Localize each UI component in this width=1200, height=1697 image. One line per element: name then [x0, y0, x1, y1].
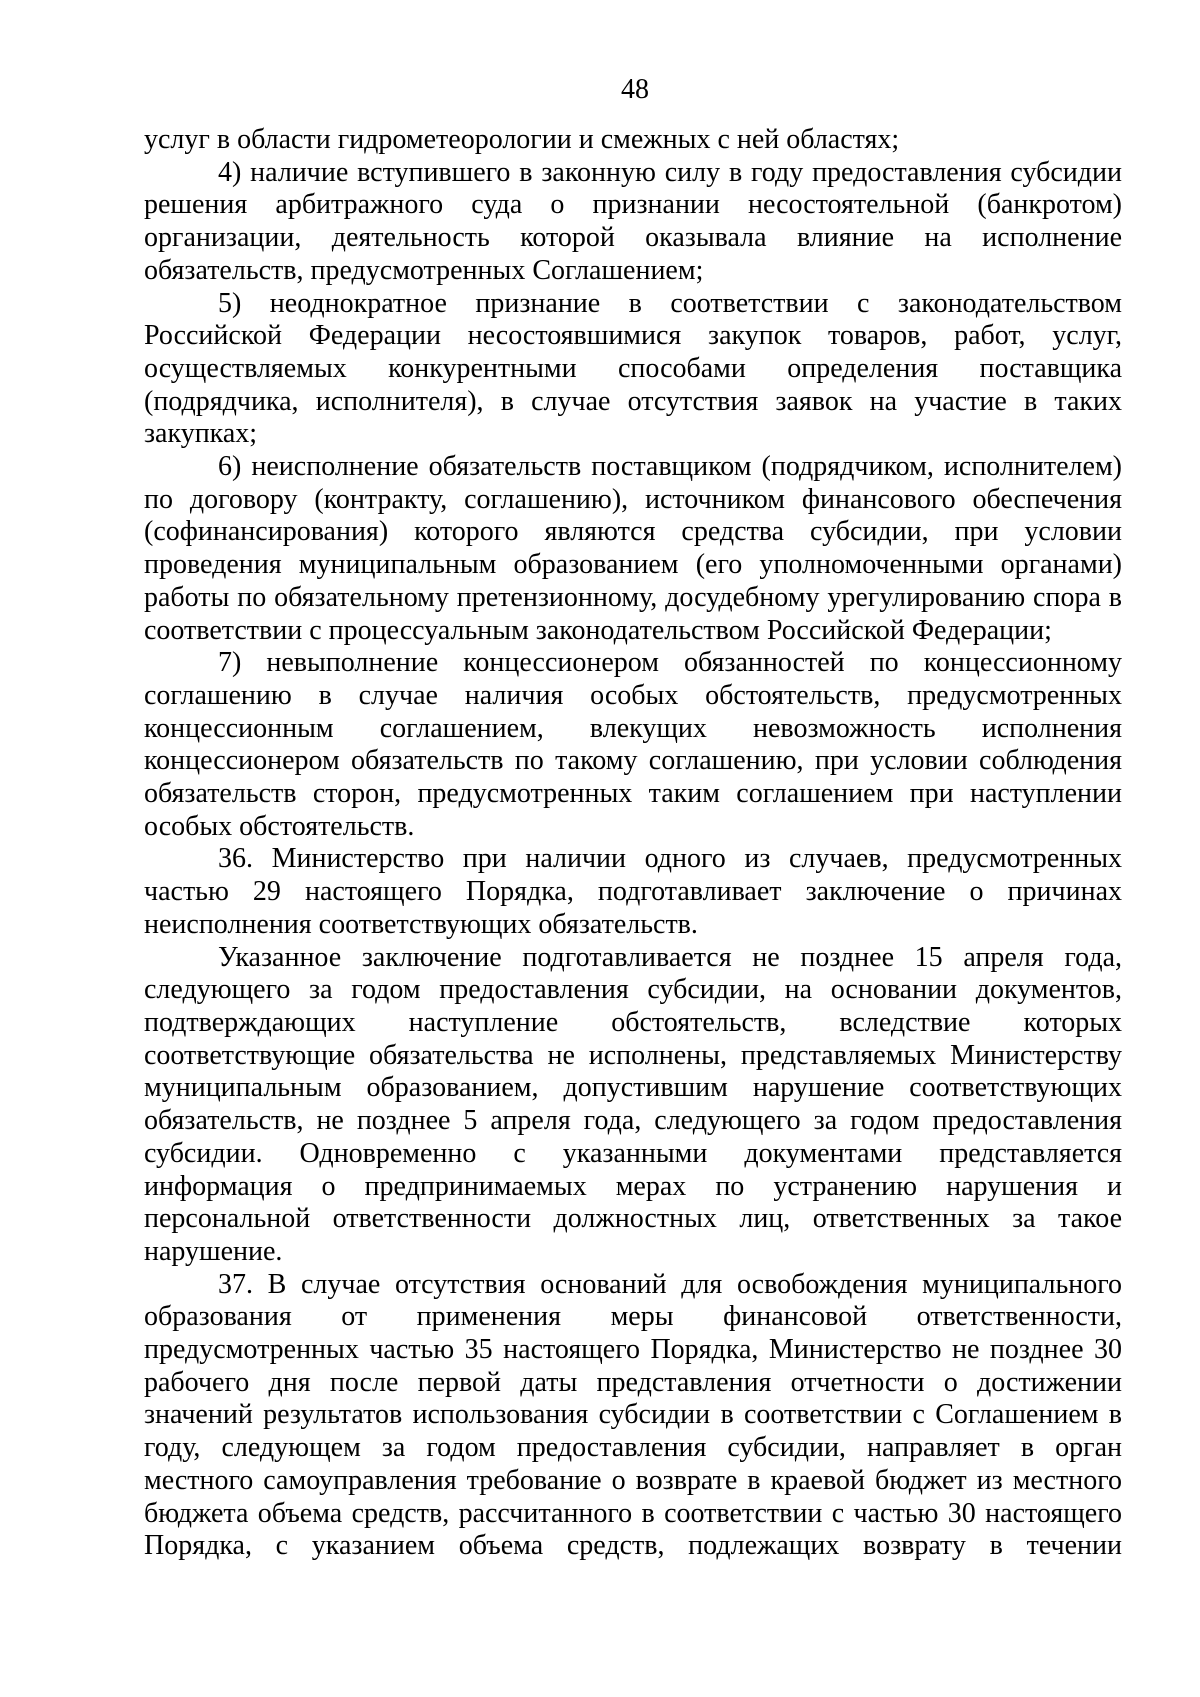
paragraph-item-4: 4) наличие вступившего в законную силу в году предоставления субсидии решения арбитражного суда о признании несостоятельной (банкротом) организации, деятельность которой оказывала влияние на исполнение обязательств, предусмотренных Соглашением;: [144, 156, 1122, 286]
page-number: 48: [621, 74, 649, 105]
paragraph-clause-36: 36. Министерство при наличии одного из случаев, предусмотренных частью 29 настоящего Порядка, подготавливает заключение о причинах неисполнения соответствующих обязательств.: [144, 843, 1122, 940]
paragraph-item-5: 5) неоднократное признание в соответствии с законодательством Российской Федерации несостоявшимися закупок товаров, работ, услуг, осуществляемых конкурентными способами определения поставщика (подрядчика, исполнителя), в случае отсутствия заявок на участие в таких закупках;: [144, 287, 1122, 450]
paragraph-continuation: услуг в области гидрометеорологии и смежных с ней областях;: [144, 124, 900, 155]
paragraph-item-6: 6) неисполнение обязательств поставщиком (подрядчиком, исполнителем) по договору (контракту, соглашению), источником финансового обеспечения (софинансирования) которого являются средства субсидии, при условии проведения муниципальным образованием (его уполномоченными органами) работы по обязательному претензионному, досудебному урегулированию спора в соответствии с процессуальным законодательством Российской Федерации;: [144, 451, 1122, 646]
document-body: [144, 124, 1122, 1563]
paragraph-clause-36-conclusion: Указанное заключение подготавливается не позднее 15 апреля года, следующего за годом предоставления субсидии, на основании документов, подтверждающих наступление обстоятельств, вследствие которых соответствующие обязательства не исполнены, представляемых Министерству муниципальным образованием, допустившим нарушение соответствующих обязательств, не позднее 5 апреля года, следующего за годом предоставления субсидии. Одновременно с указанными документами представляется информация о предпринимаемых мерах по устранению нарушения и персональной ответственности должностных лиц, ответственных за такое нарушение.: [144, 941, 1122, 1267]
paragraph-item-7: 7) невыполнение концессионером обязанностей по концессионному соглашению в случае наличия особых обстоятельств, предусмотренных концессионным соглашением, влекущих невозможность исполнения концессионером обязательств по такому соглашению, при условии соблюдения обязательств сторон, предусмотренных таким соглашением при наступлении особых обстоятельств.: [144, 647, 1122, 842]
paragraph-clause-37: 37. В случае отсутствия оснований для освобождения муниципального образования от применения меры финансовой ответственности, предусмотренных частью 35 настоящего Порядка, Министерство не позднее 30 рабочего дня после первой даты представления отчетности о достижении значений результатов использования субсидии в соответствии с Соглашением в году, следующем за годом предоставления субсидии, направляет в орган местного самоуправления требование о возврате в краевой бюджет из местного бюджета объема средств, рассчитанного в соответствии с частью 30 настоящего Порядка, с указанием объема средств, подлежащих возврату в течении: [144, 1268, 1122, 1562]
